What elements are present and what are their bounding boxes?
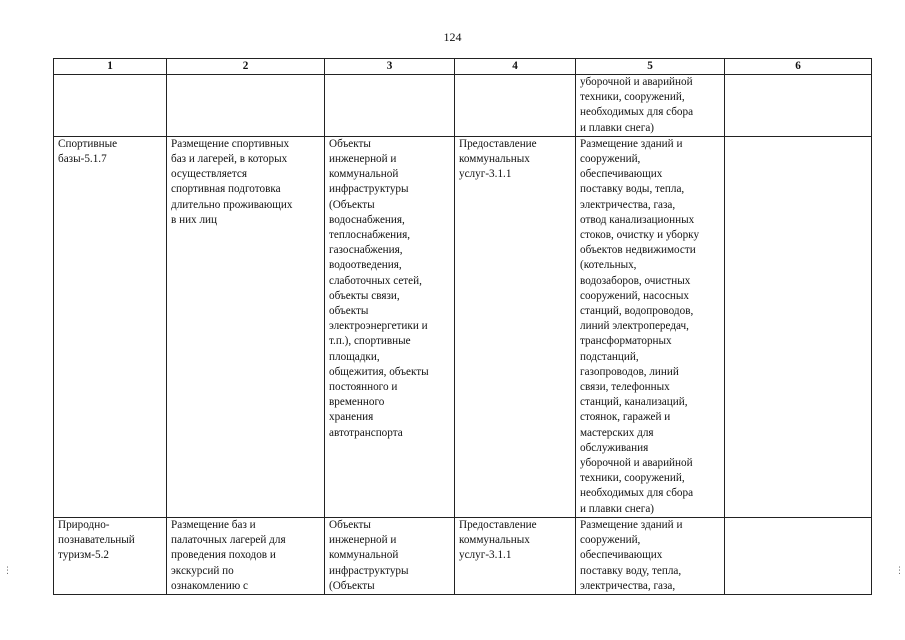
cell-text: Размещение спортивных баз и лагерей, в которых осуществляется спортивная подготовка длительно проживающих в них лиц: [171, 137, 293, 226]
table-cell: [455, 136, 576, 517]
table-cell: [54, 517, 167, 594]
page-number: 124: [443, 30, 462, 44]
table-cell: [576, 517, 725, 594]
table-row: [54, 75, 872, 137]
cell-text: Размещение зданий и сооружений, обеспечивающих поставку воды, тепла, электричества, газа, отвод канализационных стоков, очистку и уборку объектов недвижимости (котельных, водозаборов, очистных сооружений, насосных станций, водопроводов, линий электропередач, трансформаторных подстанций, газопроводов, линий связи, телефонных станций, канализаций, стоянок, гаражей и мастерских для обслуживания уборочной и аварийной техники, сооружений, необходимых для сбора и плавки снега): [580, 137, 700, 515]
table-cell: [167, 517, 325, 594]
table-cell: [54, 75, 167, 137]
column-header-3: 3: [325, 59, 455, 75]
left-edge-mark: ⋮: [3, 566, 12, 576]
table-header-row: [54, 59, 872, 75]
column-header-2: 2: [167, 59, 325, 75]
cell-text: уборочной и аварийной техники, сооружений, необходимых для сбора и плавки снега): [580, 76, 694, 134]
column-header-6: 6: [725, 59, 872, 75]
column-header-5: 5: [576, 59, 725, 75]
table-row: [54, 136, 872, 517]
table-cell: [325, 517, 455, 594]
cell-text: Объекты инженерной и коммунальной инфраструктуры (Объекты водоснабжения, теплоснабжения, газоснабжения, водоотведения, слаботочных сетей, объекты связи, объекты электроэнергетики и т.п.), спортивные площадки, общежития, объекты постоянного и временного хранения автотранспорта: [329, 137, 429, 439]
table-cell: [576, 136, 725, 517]
land-use-table: [53, 58, 872, 595]
table-cell: [325, 136, 455, 517]
table-cell: [725, 517, 872, 594]
cell-text: Объекты инженерной и коммунальной инфраструктуры (Объекты: [329, 518, 409, 592]
table-cell: [725, 75, 872, 137]
cell-text: Природно- познавательный туризм-5.2: [58, 518, 135, 562]
table-cell: [167, 136, 325, 517]
table-cell: [725, 136, 872, 517]
table-row: [54, 517, 872, 594]
right-edge-mark: ⋮: [895, 566, 904, 576]
table-cell: [576, 75, 725, 137]
column-header-1: 1: [54, 59, 167, 75]
table-cell: [54, 136, 167, 517]
cell-text: Предоставление коммунальных услуг-3.1.1: [459, 518, 537, 562]
table-cell: [325, 75, 455, 137]
cell-text: Спортивные базы-5.1.7: [58, 137, 118, 166]
cell-text: Предоставление коммунальных услуг-3.1.1: [459, 137, 537, 181]
table-cell: [167, 75, 325, 137]
column-header-4: 4: [455, 59, 576, 75]
table-cell: [455, 75, 576, 137]
cell-text: Размещение баз и палаточных лагерей для проведения походов и экскурсий по ознакомлению с: [171, 518, 286, 592]
cell-text: Размещение зданий и сооружений, обеспечивающих поставку воду, тепла, электричества, газа,: [580, 518, 683, 592]
table-cell: [455, 517, 576, 594]
